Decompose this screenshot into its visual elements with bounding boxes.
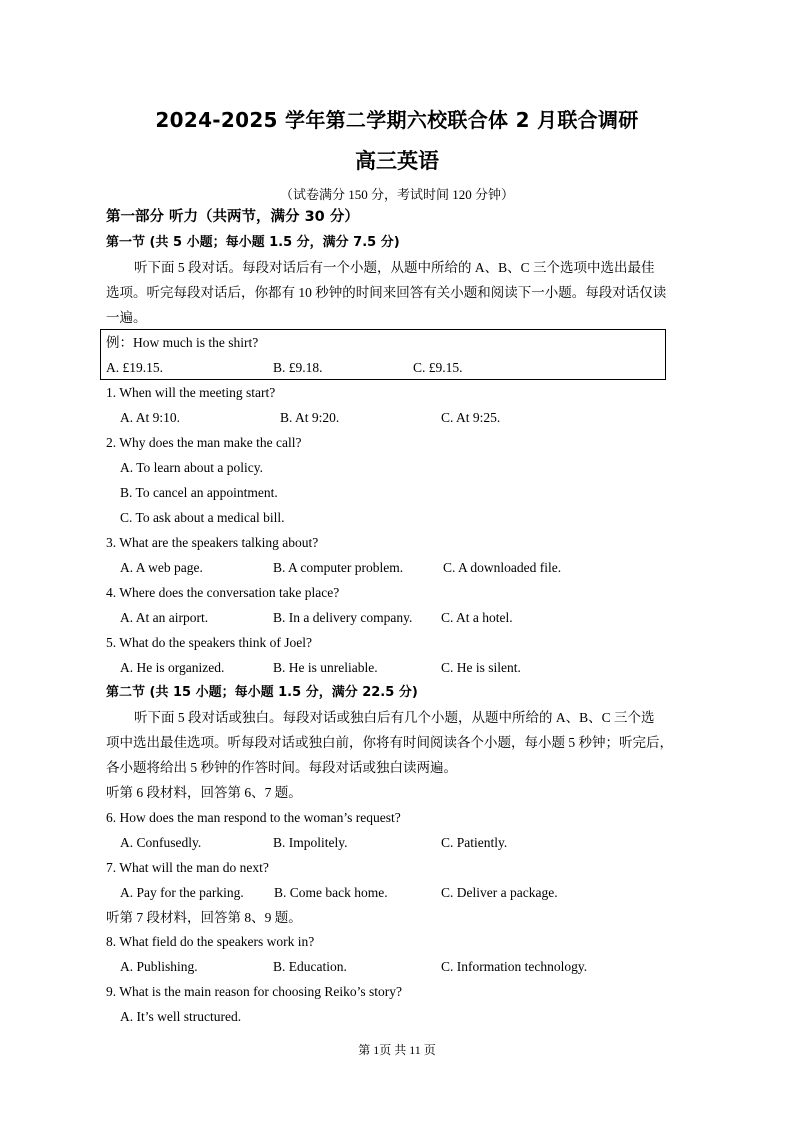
question-5-option-c: C. He is silent.: [441, 660, 521, 675]
question-7-option-a: A. Pay for the parking.: [120, 885, 244, 900]
question-6-option-b: B. Impolitely.: [273, 835, 348, 850]
example-option-b: B. £9.18.: [273, 360, 323, 375]
question-2-option-b: B. To cancel an appointment.: [120, 485, 278, 500]
question-6-option-c: C. Patiently.: [441, 835, 508, 850]
question-1-option-b: B. At 9:20.: [280, 410, 340, 425]
question-1-option-a: A. At 9:10.: [120, 410, 181, 425]
question-4-option-b: B. In a delivery company.: [273, 610, 413, 625]
question-6-option-a: A. Confusedly.: [120, 835, 202, 850]
question-8-option-c: C. Information technology.: [441, 959, 588, 974]
section2-heading: 第二节 (共 15 小题；每小题 1.5 分，满分 22.5 分): [106, 685, 418, 700]
material-6-note: 听第 6 段材料，回答第 6、7 题。: [106, 785, 302, 800]
question-7: 7. What will the man do next?: [106, 860, 269, 875]
question-7-option-b: B. Come back home.: [274, 885, 388, 900]
question-8: 8. What field do the speakers work in?: [106, 934, 315, 949]
section1-instruction-line: 选项。听完每段对话后，你都有 10 秒钟的时间来回答有关小题和阅读下一小题。每段对话仅读: [106, 285, 667, 300]
question-8-option-b: B. Education.: [273, 959, 347, 974]
exam-title: 2024-2025 学年第二学期六校联合体 2 月联合调研: [155, 108, 639, 132]
example-option-a: A. £19.15.: [106, 360, 163, 375]
example-question: 例：How much is the shirt?: [106, 335, 259, 350]
question-5-option-b: B. He is unreliable.: [273, 660, 378, 675]
section1-instruction-line: 听下面 5 段对话。每段对话后有一个小题，从题中所给的 A、B、C 三个选项中选出最佳: [134, 260, 655, 275]
section2-instruction-line: 各小题将给出 5 秒钟的作答时间。每段对话或独白读两遍。: [106, 760, 457, 775]
exam-subject: 高三英语: [355, 149, 439, 173]
section2-instruction-line: 项中选出最佳选项。听每段对话或独白前，你将有时间阅读各个小题，每小题 5 秒钟；听完后，: [106, 735, 673, 750]
question-4-option-a: A. At an airport.: [120, 610, 209, 625]
question-1-option-c: C. At 9:25.: [441, 410, 501, 425]
part1-heading: 第一部分 听力（共两节，满分 30 分）: [106, 209, 359, 225]
question-9: 9. What is the main reason for choosing Reiko’s story?: [106, 984, 402, 999]
question-5: 5. What do the speakers think of Joel?: [106, 635, 312, 650]
section1-heading: 第一节 (共 5 小题；每小题 1.5 分，满分 7.5 分): [106, 235, 400, 250]
exam-info: （试卷满分 150 分，考试时间 120 分钟）: [279, 187, 514, 202]
question-9-option-a: A. It’s well structured.: [120, 1009, 242, 1024]
question-4-option-c: C. At a hotel.: [441, 610, 513, 625]
question-2-option-c: C. To ask about a medical bill.: [120, 510, 285, 525]
question-3: 3. What are the speakers talking about?: [106, 535, 319, 550]
question-1: 1. When will the meeting start?: [106, 385, 276, 400]
question-4: 4. Where does the conversation take place?: [106, 585, 340, 600]
section1-instruction-line: 一遍。: [106, 310, 147, 325]
question-5-option-a: A. He is organized.: [120, 660, 225, 675]
question-3-option-b: B. A computer problem.: [273, 560, 404, 575]
question-2: 2. Why does the man make the call?: [106, 435, 302, 450]
material-7-note: 听第 7 段材料，回答第 8、9 题。: [106, 910, 302, 925]
question-2-option-a: A. To learn about a policy.: [120, 460, 264, 475]
question-3-option-c: C. A downloaded file.: [443, 560, 562, 575]
question-3-option-a: A. A web page.: [120, 560, 203, 575]
question-8-option-a: A. Publishing.: [120, 959, 198, 974]
question-6: 6. How does the man respond to the woman’s request?: [106, 810, 401, 825]
example-option-c: C. £9.15.: [413, 360, 463, 375]
page-number: 第 1页 共 11 页: [358, 1043, 436, 1057]
question-7-option-c: C. Deliver a package.: [441, 885, 558, 900]
section2-instruction-line: 听下面 5 段对话或独白。每段对话或独白后有几个小题，从题中所给的 A、B、C 三个选: [134, 710, 655, 725]
